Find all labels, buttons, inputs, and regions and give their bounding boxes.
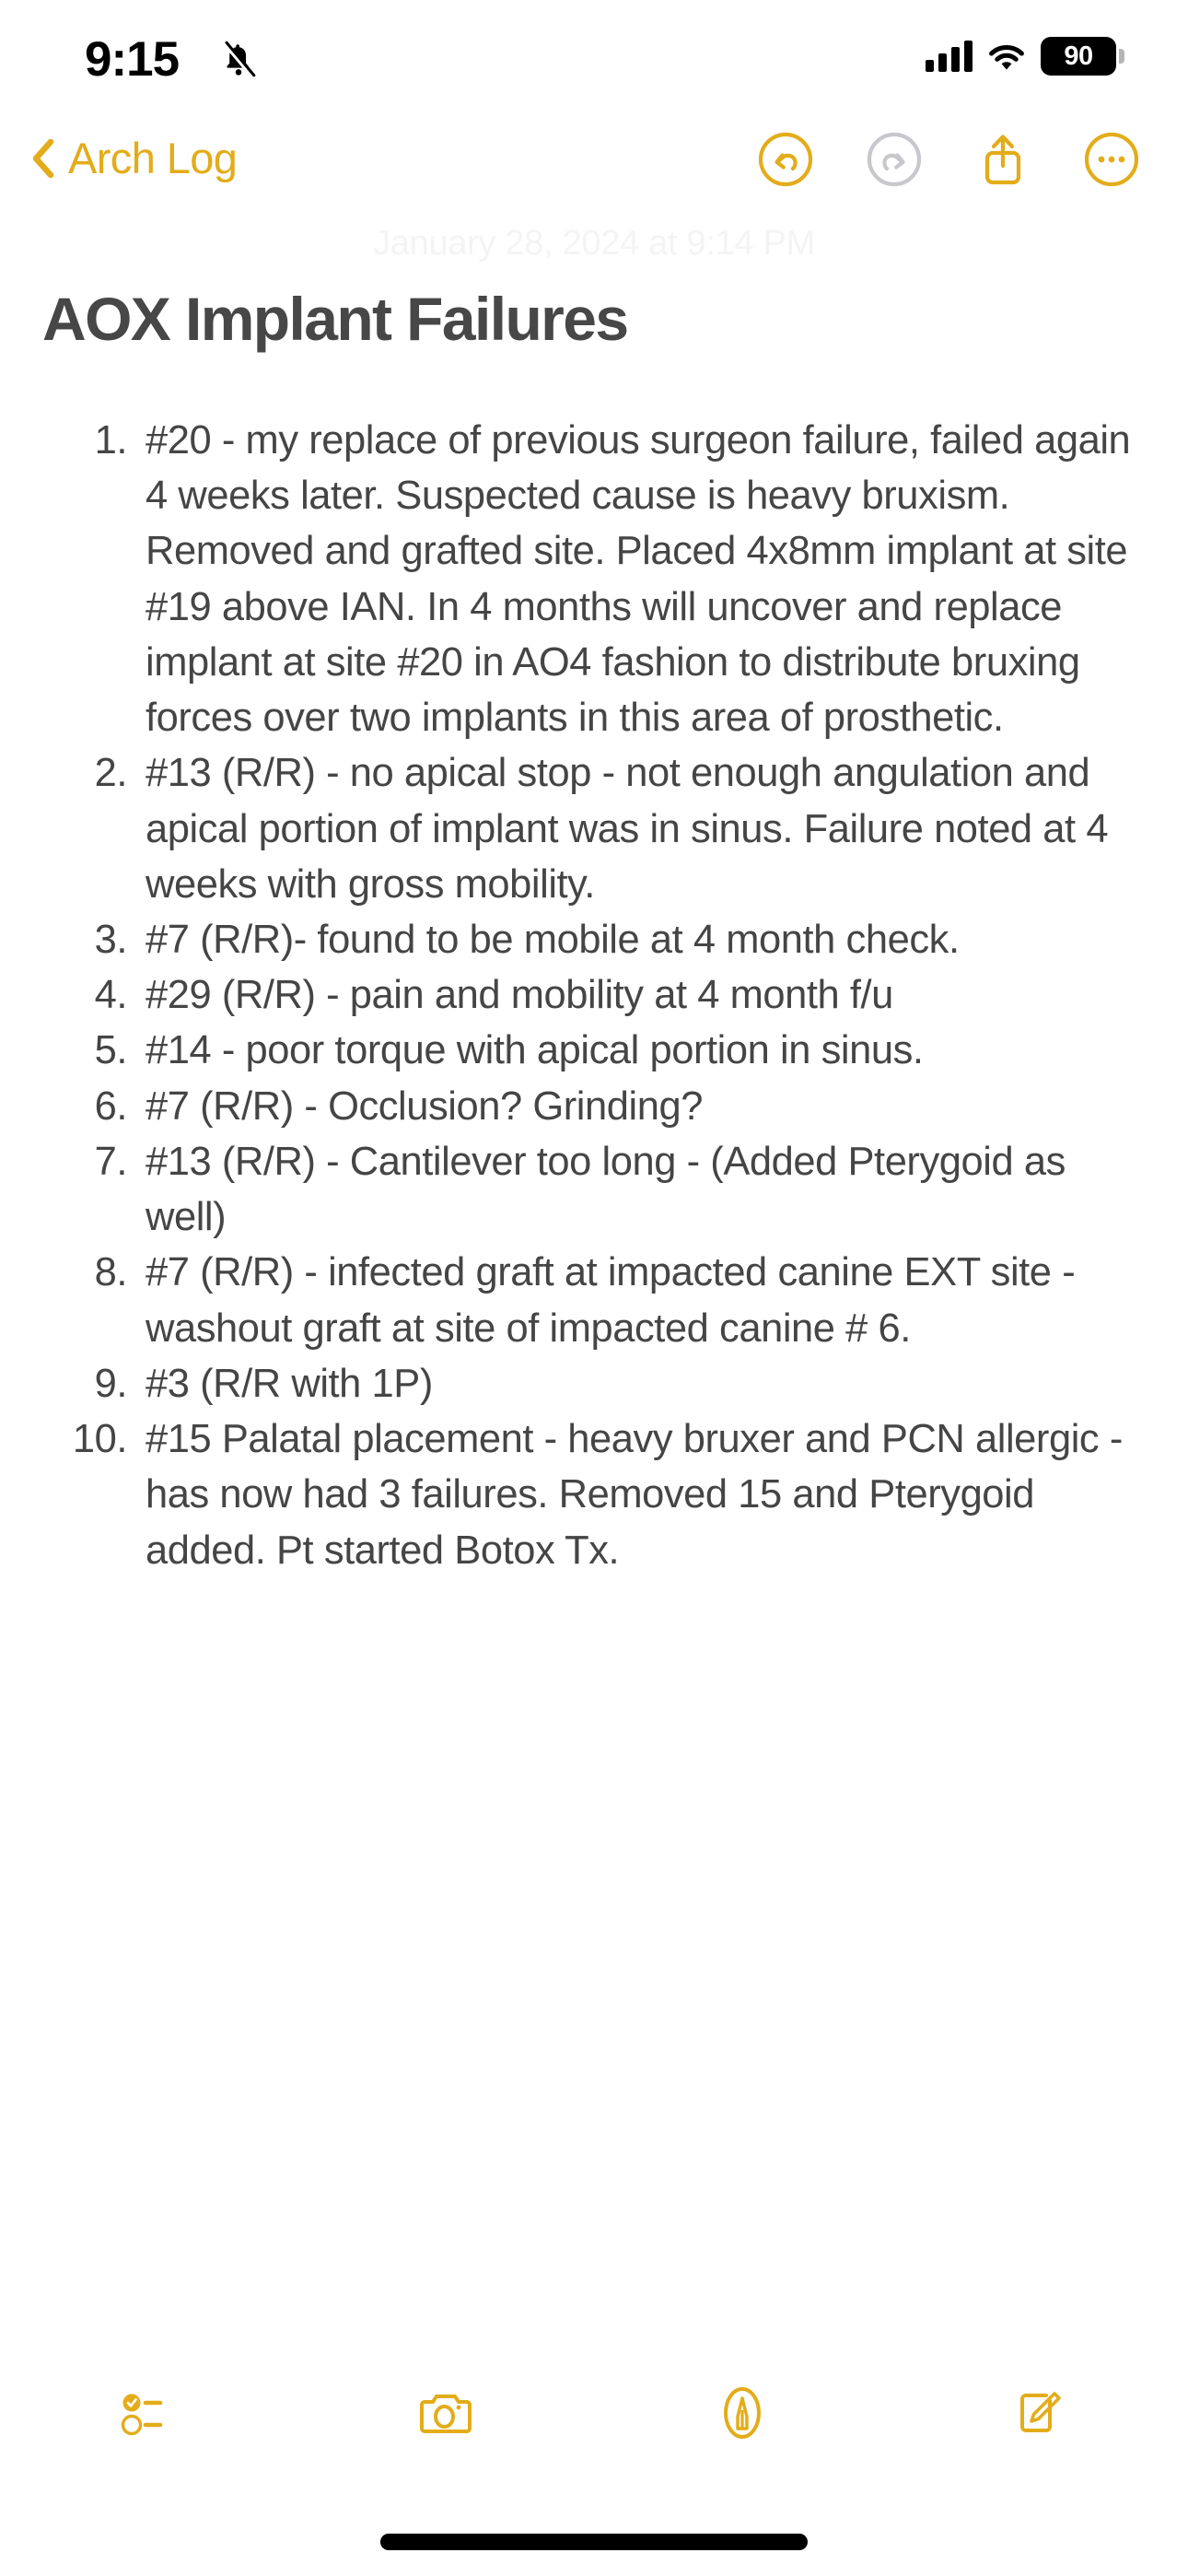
checklist-icon [118,2383,179,2443]
markup-button[interactable] [594,2383,891,2443]
list-item: #13 (R/R) - no apical stop - not enough angulation and apical portion of implant was in sinus. Failure noted at 4 weeks with gross mobility. [146,751,1109,907]
list-item: #3 (R/R with 1P) [146,1361,433,1406]
nav-actions [757,131,1140,188]
battery-nub [1119,49,1124,64]
bell-slash-icon [217,39,260,81]
cellular-signal-icon [926,41,973,72]
list-item: #13 (R/R) - Cantilever too long - (Added Pterygoid as well) [146,1139,1066,1240]
back-button-label: Arch Log [68,134,238,182]
wifi-icon [987,41,1026,71]
back-button[interactable] [31,136,237,180]
undo-icon[interactable] [757,131,814,188]
status-right-cluster [926,37,1116,76]
ellipsis-circle-icon[interactable] [1083,131,1140,188]
list-item: #15 Palatal placement - heavy bruxer and PCN allergic - has now had 3 failures. Removed 15 and Pterygoid added. Pt started Botox Tx. [146,1417,1123,1573]
note-ordered-list [42,413,1146,1578]
note-content-area[interactable] [0,276,1188,2359]
battery-percent-label: 90 [1064,41,1093,71]
list-item: #29 (R/R) - pain and mobility at 4 month f/u [146,973,893,1018]
navigation-bar [0,120,1188,221]
battery-icon [1041,37,1116,76]
redo-icon [866,131,923,188]
note-date: January 28, 2024 at 9:14 PM [373,224,815,263]
home-indicator [380,2534,808,2550]
page-title: AOX Implant Failures [42,285,628,353]
markup-pen-icon [712,2383,773,2443]
share-icon[interactable] [974,131,1031,188]
list-item: #7 (R/R)- found to be mobile at 4 month check. [146,918,960,963]
camera-button[interactable] [297,2383,595,2443]
compose-icon [1009,2383,1070,2443]
checklist-button[interactable] [0,2383,297,2443]
compose-button[interactable] [891,2383,1188,2443]
list-item: #20 - my replace of previous surgeon failure, failed again 4 weeks later. Suspected cause is heavy bruxism. Removed and grafted site. Placed 4x8mm implant at site #19 above IAN. In 4 months will uncover and replace implant at site #20 in AO4 fashion to distribute bruxing forces over two implants in this area of prosthetic. [146,417,1131,741]
list-item: #7 (R/R) - infected graft at impacted canine EXT site - washout graft at site of impacted canine # 6. [146,1250,1076,1351]
list-item: #7 (R/R) - Occlusion? Grinding? [146,1083,703,1129]
status-time: 9:15 [85,32,180,87]
bottom-toolbar [0,2359,1188,2467]
list-item: #14 - poor torque with apical portion in sinus. [146,1028,924,1073]
status-bar [0,0,1188,120]
chevron-left-icon [31,138,55,179]
camera-icon [415,2383,476,2443]
